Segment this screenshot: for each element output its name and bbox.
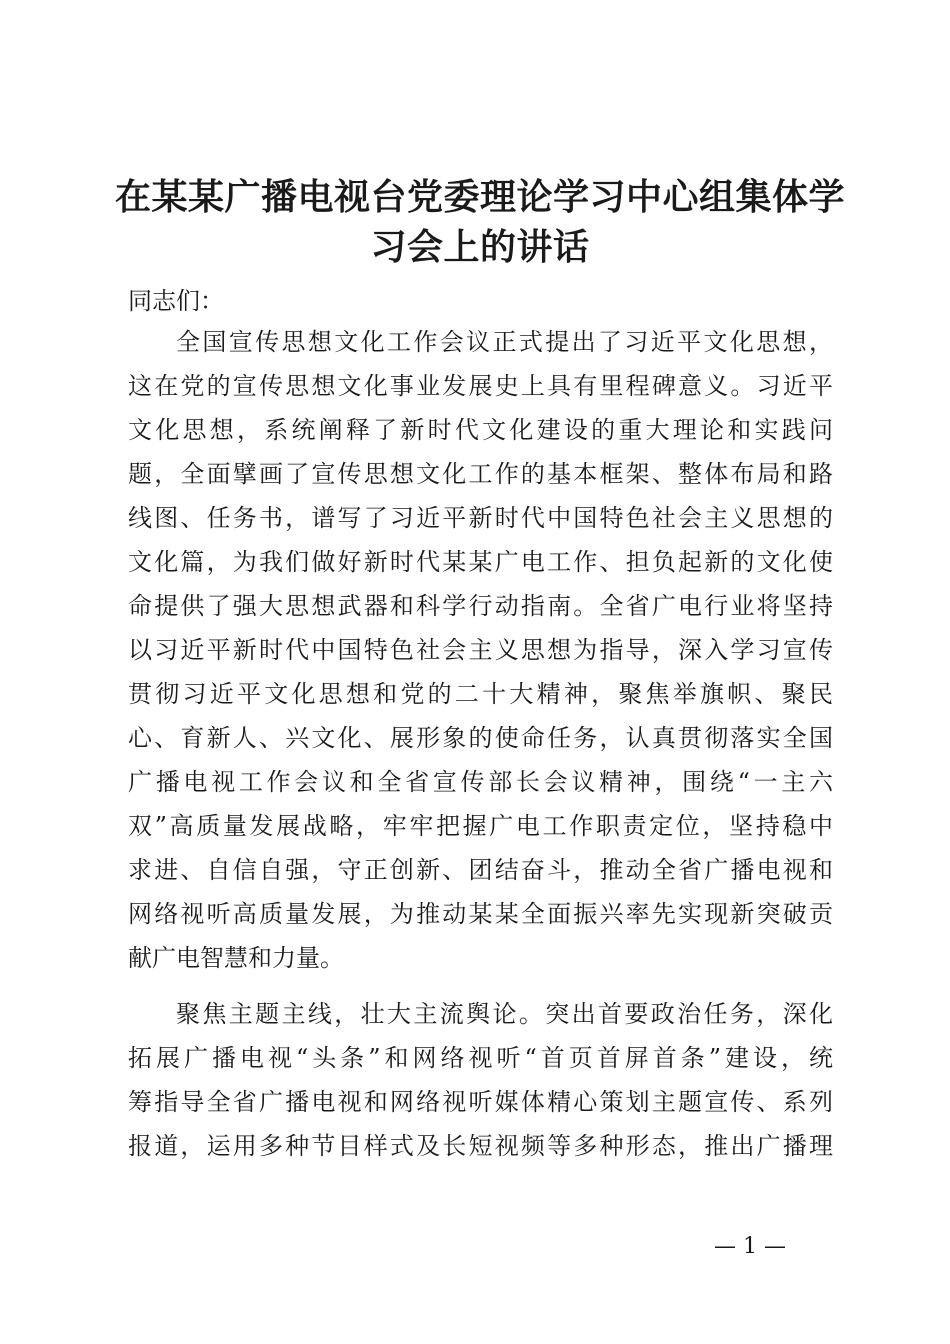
title-line: 在某某广播电视台党委理论学习中心组集体学 — [114, 176, 845, 218]
body-paragraph — [128, 992, 833, 1168]
paragraph-line: 以习近平新时代中国特色社会主义思想为指导，深入学习宣传 — [128, 636, 833, 664]
paragraph-line: 报道，运用多种节目样式及长短视频等多种形态，推出广播理 — [128, 1132, 833, 1160]
paragraph-line: 拓展广播电视“头条”和网络视听“首页首屏首条”建设，统 — [128, 1044, 833, 1072]
page-number: — 1 — — [714, 1234, 786, 1259]
paragraph-line: 献广电智慧和力量。 — [128, 944, 344, 972]
paragraph-line: 双”高质量发展战略，牢牢把握广电工作职责定位，坚持稳中 — [128, 812, 833, 840]
paragraph-line: 线图、任务书，谱写了习近平新时代中国特色社会主义思想的 — [128, 504, 833, 532]
title-line: 习会上的讲话 — [370, 226, 590, 268]
paragraph-line: 全国宣传思想文化工作会议正式提出了习近平文化思想， — [176, 328, 833, 356]
paragraph-line: 心、育新人、兴文化、展形象的使命任务，认真贯彻落实全国 — [128, 724, 833, 752]
paragraph-line: 筹指导全省广播电视和网络视听媒体精心策划主题宣传、系列 — [128, 1088, 833, 1116]
paragraph-line: 求进、自信自强，守正创新、团结奋斗，推动全省广播电视和 — [128, 856, 833, 884]
paragraph-line: 文化篇，为我们做好新时代某某广电工作、担负起新的文化使 — [128, 548, 833, 576]
paragraph-line: 聚焦主题主线，壮大主流舆论。突出首要政治任务，深化 — [176, 1000, 833, 1028]
document-title — [110, 172, 850, 272]
paragraph-line: 这在党的宣传思想文化事业发展史上具有里程碑意义。习近平 — [128, 372, 833, 400]
salutation: 同志们： — [128, 287, 224, 315]
body-paragraph — [128, 320, 833, 980]
paragraph-line: 贯彻习近平文化思想和党的二十大精神，聚焦举旗帜、聚民 — [128, 680, 833, 708]
paragraph-line: 广播电视工作会议和全省宣传部长会议精神，围绕“一主六 — [128, 768, 833, 796]
paragraph-line: 命提供了强大思想武器和科学行动指南。全省广电行业将坚持 — [128, 592, 833, 620]
paragraph-line: 文化思想，系统阐释了新时代文化建设的重大理论和实践问 — [128, 416, 833, 444]
paragraph-line: 网络视听高质量发展，为推动某某全面振兴率先实现新突破贡 — [128, 900, 833, 928]
paragraph-line: 题，全面擘画了宣传思想文化工作的基本框架、整体布局和路 — [128, 460, 833, 488]
